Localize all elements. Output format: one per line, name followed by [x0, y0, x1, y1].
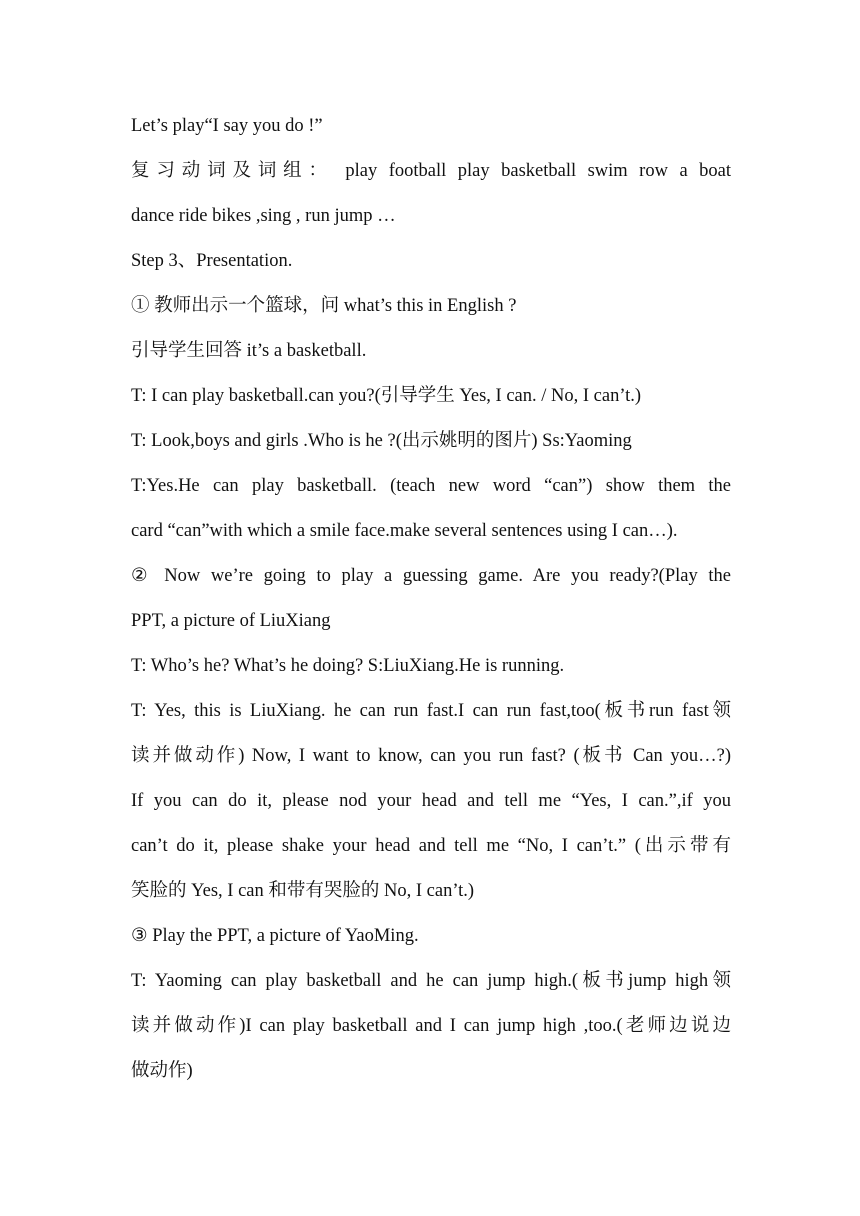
text-line-14: T: Yes, this is LiuXiang. he can run fast.I can run fast,too(板书run fast领 [131, 701, 731, 721]
text-line-20: T: Yaoming can play basketball and he can jump high.(板书jump high领 [131, 971, 731, 991]
text-line-9: T:Yes.He can play basketball. (teach new word “can”) show them the [131, 476, 731, 496]
text-line-21: 读并做动作)I can play basketball and I can jump high ,too.(老师边说边 [131, 1016, 731, 1036]
text-line-10: card “can”with which a smile face.make several sentences using I can…). [131, 521, 678, 541]
text-line-3: dance ride bikes ,sing , run jump … [131, 206, 396, 226]
text-line-17: can’t do it, please shake your head and tell me “No, I can’t.” (出示带有 [131, 836, 731, 856]
text-line-6: 引导学生回答 it’s a basketball. [131, 341, 367, 361]
text-line-5: ① 教师出示一个篮球，问 what’s this in English ? [131, 296, 517, 316]
text-line-15: 读并做动作) Now, I want to know, can you run fast? (板书 Can you…?) [131, 746, 731, 766]
text-line-12: PPT, a picture of LiuXiang [131, 611, 331, 631]
text-line-19: ③ Play the PPT, a picture of YaoMing. [131, 926, 419, 946]
text-line-22: 做动作) [131, 1061, 193, 1081]
text-line-1: Let’s play“I say you do !” [131, 116, 323, 136]
text-line-11: ② Now we’re going to play a guessing game. Are you ready?(Play the [131, 566, 731, 586]
document-body [131, 104, 731, 1094]
text-line-18: 笑脸的 Yes, I can 和带有哭脸的 No, I can’t.) [131, 881, 475, 901]
text-line-8: T: Look,boys and girls .Who is he ?(出示姚明的图片) Ss:Yaoming [131, 431, 632, 451]
text-line-7: T: I can play basketball.can you?(引导学生 Yes, I can. / No, I can’t.) [131, 386, 642, 406]
text-line-2: 复习动词及词组： play football play basketball swim row a boat [131, 161, 731, 181]
text-line-16: If you can do it, please nod your head and tell me “Yes, I can.”,if you [131, 791, 731, 811]
text-line-13: T: Who’s he? What’s he doing? S:LiuXiang.He is running. [131, 656, 565, 676]
step-heading: Step 3、Presentation. [131, 251, 293, 271]
